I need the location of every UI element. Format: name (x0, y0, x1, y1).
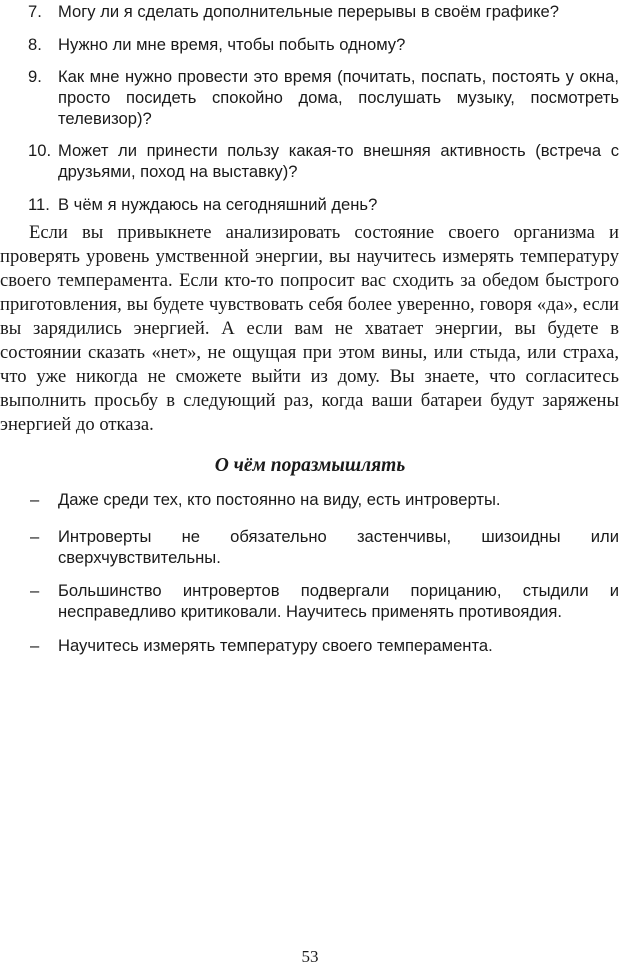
bullet-text: Научитесь измерять температуру своего темперамента. (58, 636, 493, 655)
bullet-item (0, 635, 620, 656)
item-number: 9. (28, 67, 42, 86)
list-item (0, 66, 620, 129)
bullet-text: Большинство интровертов подвергали порицанию, стыдили и несправедливо критиковали. Научитесь применять противоядия. (58, 581, 619, 621)
bullet-item (0, 489, 620, 510)
body-paragraph: Если вы привыкнете анализировать состояние своего организма и проверять уровень умственной энергии, вы научитесь измерять температуру своего темперамента. Если кто-то попросит вас сходить за обедом быстрого приготовления, вы будете чувствовать себя более уверенно, говоря «да», если вы зарядились энергией. А если вам не хватает энергии, вы будете в состоянии сказать «нет», не ощущая при этом вины, или стыда, или страха, что уже никогда не сможете выйти из дому. Вы знаете, что согласитесь выполнить просьбу в следующий раз, когда ваши батареи будут заряжены энергией до отказа. (0, 222, 619, 435)
dash-marker: – (30, 581, 40, 600)
item-text: Как мне нужно провести это время (почитать, поспать, постоять у окна, просто посидеть спокойно дома, послушать музыку, посмотреть телевизор)? (58, 67, 619, 128)
item-number: 10. (28, 141, 52, 160)
page-number: 53 (301, 947, 319, 966)
item-text: Может ли принести пользу какая-то внешняя активность (встреча с друзьями, поход на выставку)? (58, 141, 619, 181)
item-text: Могу ли я сделать дополнительные перерывы в своём графике? (58, 2, 559, 21)
bullet-text: Интроверты не обязательно застенчивы, шизоидны или сверхчувствительны. (58, 527, 619, 567)
bullet-item (0, 580, 620, 622)
item-number: 7. (28, 2, 42, 21)
item-text: В чём я нуждаюсь на сегодняшний день? (58, 195, 378, 214)
list-item (0, 194, 620, 215)
item-number: 11. (28, 195, 50, 214)
bullet-text: Даже среди тех, кто постоянно на виду, есть интроверты. (58, 490, 501, 509)
dash-marker: – (30, 636, 40, 655)
bullet-item (0, 526, 620, 568)
list-item (0, 1, 620, 22)
item-number: 8. (28, 35, 42, 54)
dash-marker: – (30, 490, 40, 509)
dash-marker: – (30, 527, 40, 546)
section-heading: О чём поразмышлять (214, 455, 406, 476)
list-item (0, 34, 620, 55)
item-text: Нужно ли мне время, чтобы побыть одному? (58, 35, 406, 54)
list-item (0, 140, 620, 182)
